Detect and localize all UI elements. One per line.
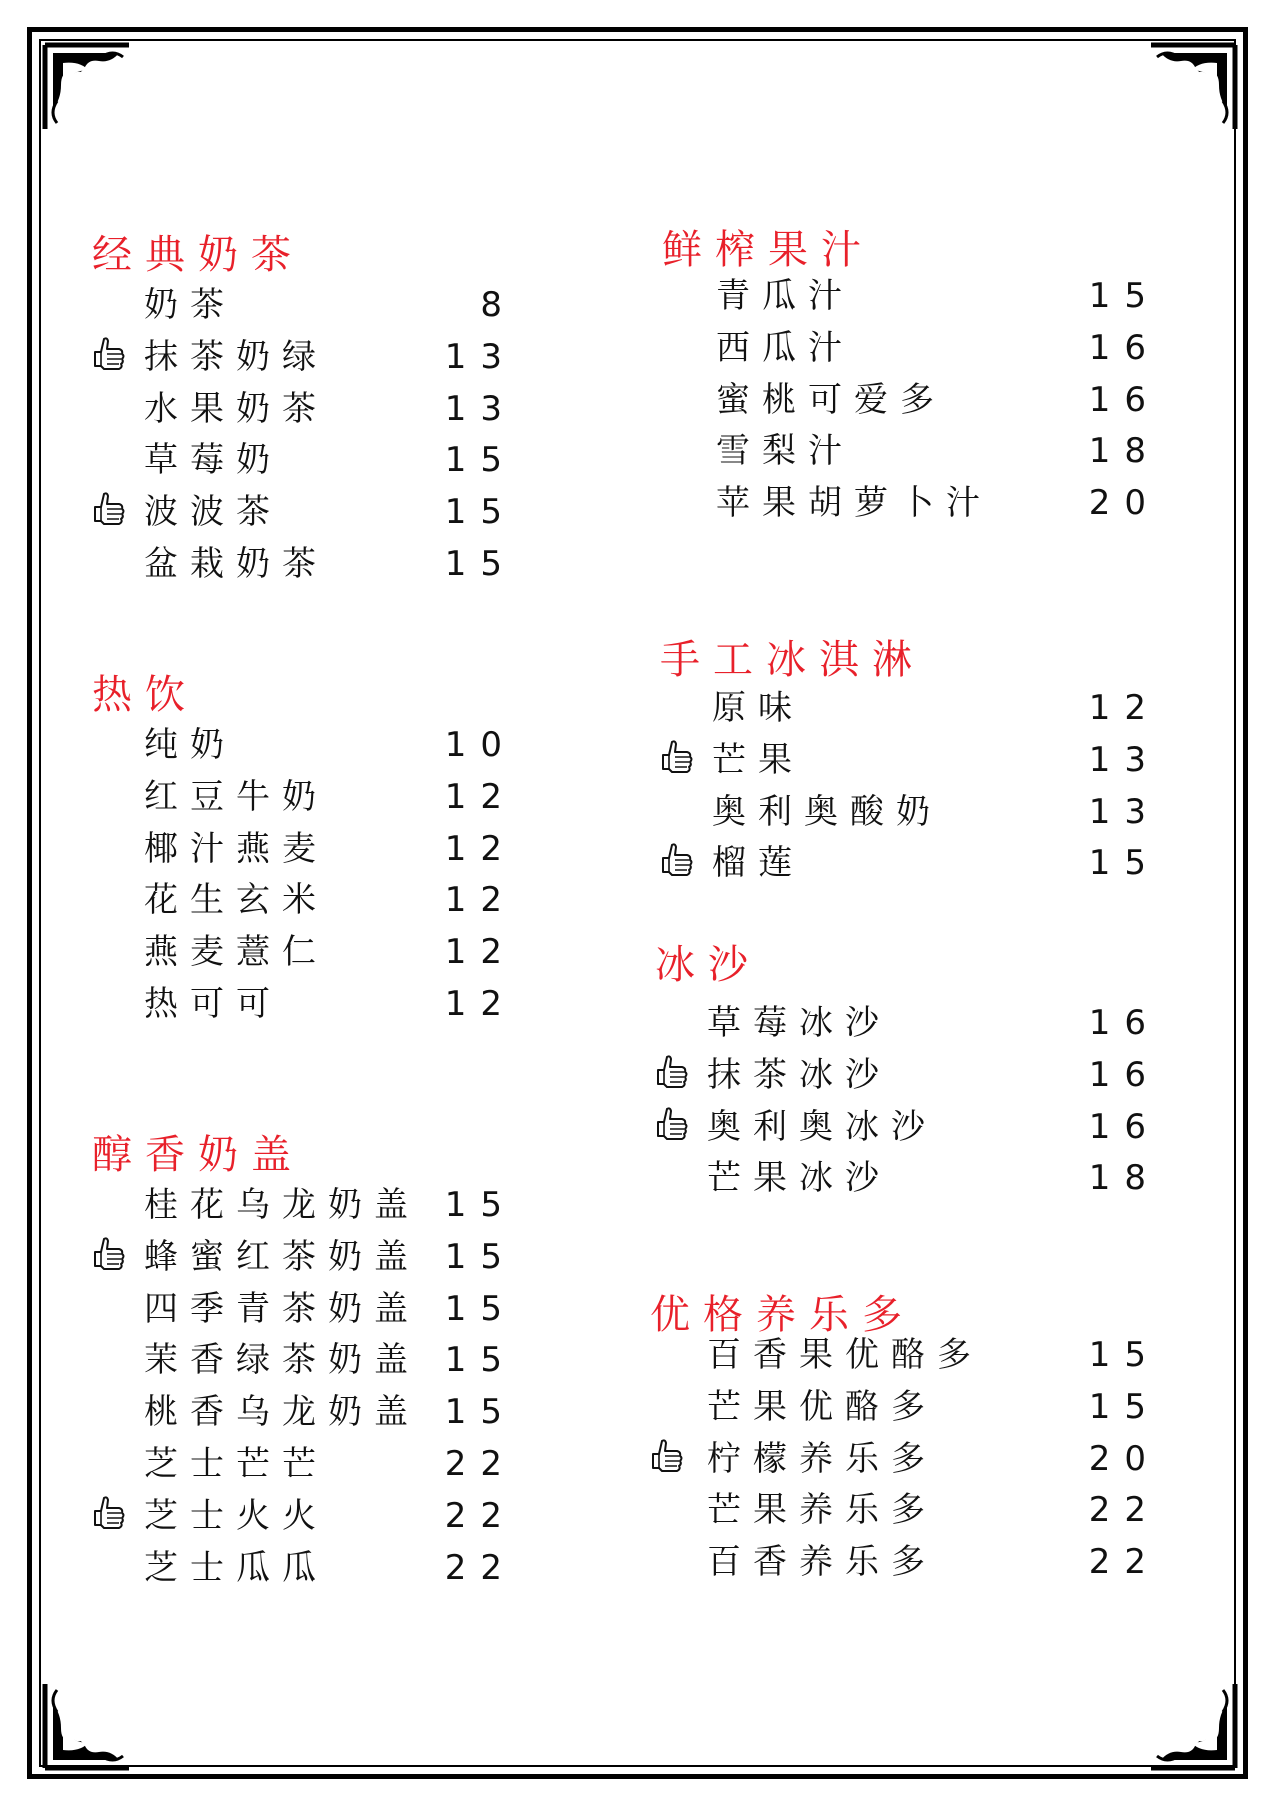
item-name: 热可可	[144, 984, 282, 1024]
item-price: 22	[444, 1547, 516, 1588]
item-name: 四季青茶奶盖	[144, 1288, 420, 1329]
menu-item	[655, 1101, 1160, 1153]
item-price: 15	[1088, 276, 1160, 316]
item-name: 水果奶茶	[144, 388, 328, 429]
menu-item	[92, 1231, 516, 1283]
item-name: 波波茶	[144, 492, 282, 533]
item-price: 16	[1088, 1054, 1160, 1095]
item-price: 16	[1088, 1106, 1160, 1147]
item-price: 12	[444, 932, 516, 973]
item-price: 15	[444, 1236, 516, 1277]
item-price: 12	[444, 984, 516, 1024]
menu-item	[662, 374, 1160, 426]
menu-item	[92, 1179, 516, 1231]
item-name: 草莓冰沙	[707, 1003, 891, 1043]
item-price: 22	[1088, 1542, 1160, 1583]
item-name: 雪梨汁	[716, 431, 854, 472]
menu-item	[650, 1536, 1160, 1588]
section-title: 经典奶茶	[92, 232, 304, 278]
thumbs-up-icon	[655, 1105, 689, 1145]
item-name: 茉香绿茶奶盖	[144, 1340, 420, 1381]
item-price: 15	[444, 1185, 516, 1225]
item-name: 草莓奶	[144, 440, 282, 481]
item-name: 椰汁燕麦	[144, 828, 328, 869]
menu-item	[662, 425, 1160, 477]
item-price: 20	[1088, 1438, 1160, 1479]
menu-item	[660, 837, 1160, 889]
item-name: 盆栽奶茶	[144, 544, 328, 584]
menu-item	[662, 477, 1160, 529]
item-price: 15	[444, 1392, 516, 1433]
item-price: 22	[444, 1495, 516, 1536]
item-name: 奥利奥冰沙	[707, 1106, 937, 1147]
menu-item	[650, 1329, 1160, 1381]
thumbs-up-icon	[660, 738, 694, 778]
thumbs-up-icon	[92, 490, 126, 530]
item-name: 蜜桃可爱多	[716, 379, 946, 420]
item-price: 22	[1088, 1490, 1160, 1531]
thumbs-up-icon	[92, 335, 126, 375]
menu-item	[92, 538, 516, 590]
menu-item	[655, 1049, 1160, 1101]
thumbs-up-icon	[655, 1053, 689, 1093]
ornament-corner-icon	[41, 41, 133, 133]
menu-item	[662, 270, 1160, 322]
menu-item	[660, 786, 1160, 838]
menu-item	[655, 1152, 1160, 1204]
thumbs-up-icon	[92, 1494, 126, 1534]
menu-item	[655, 997, 1160, 1049]
menu-item	[92, 1386, 516, 1438]
item-price: 22	[444, 1444, 516, 1484]
menu-item	[660, 734, 1160, 786]
ornament-corner-icon	[41, 1680, 133, 1772]
menu-item	[650, 1484, 1160, 1536]
item-name: 西瓜汁	[716, 327, 854, 368]
menu-item	[92, 383, 516, 435]
item-price: 12	[1088, 688, 1160, 728]
item-name: 芒果冰沙	[707, 1158, 891, 1199]
item-price: 8	[480, 285, 516, 325]
item-price: 16	[1088, 1003, 1160, 1043]
item-name: 原味	[712, 688, 804, 728]
menu-item	[650, 1433, 1160, 1485]
item-price: 15	[444, 440, 516, 481]
item-name: 芒果养乐多	[707, 1490, 937, 1531]
menu-item	[660, 682, 1160, 734]
item-price: 12	[444, 880, 516, 921]
section-title: 热饮	[92, 672, 198, 718]
item-price: 15	[444, 492, 516, 533]
item-price: 18	[1088, 1158, 1160, 1199]
item-price: 16	[1088, 327, 1160, 368]
menu-item	[92, 1334, 516, 1386]
item-price: 15	[444, 544, 516, 584]
item-price: 18	[1088, 431, 1160, 472]
menu-item	[92, 1283, 516, 1335]
item-name: 芒果优酪多	[707, 1386, 937, 1427]
menu-item	[92, 1542, 516, 1594]
item-price: 16	[1088, 379, 1160, 420]
item-price: 15	[444, 1340, 516, 1381]
item-name: 青瓜汁	[716, 276, 854, 316]
menu-item	[92, 331, 516, 383]
item-name: 芝士瓜瓜	[144, 1547, 328, 1588]
item-name: 芒果	[712, 739, 804, 780]
item-price: 12	[444, 828, 516, 869]
section-title: 醇香奶盖	[92, 1132, 304, 1178]
section-title: 鲜榨果汁	[662, 227, 874, 273]
item-price: 15	[444, 1288, 516, 1329]
item-name: 榴莲	[712, 843, 804, 884]
thumbs-up-icon	[650, 1437, 684, 1477]
menu-item	[92, 279, 516, 331]
item-name: 芝士芒芒	[144, 1444, 328, 1484]
item-name: 柠檬养乐多	[707, 1438, 937, 1479]
item-price: 15	[1088, 1386, 1160, 1427]
item-name: 花生玄米	[144, 880, 328, 921]
item-name: 抹茶奶绿	[144, 336, 328, 377]
item-name: 苹果胡萝卜汁	[716, 483, 992, 524]
menu-item	[92, 1490, 516, 1542]
menu-item	[92, 771, 516, 823]
item-name: 芝士火火	[144, 1495, 328, 1536]
menu-item	[92, 874, 516, 926]
item-price: 12	[444, 776, 516, 817]
item-name: 百香养乐多	[707, 1542, 937, 1583]
ornament-corner-icon	[1147, 41, 1239, 133]
item-name: 桃香乌龙奶盖	[144, 1392, 420, 1433]
menu-item	[92, 978, 516, 1030]
item-price: 13	[444, 336, 516, 377]
menu-item	[92, 823, 516, 875]
item-name: 蜂蜜红茶奶盖	[144, 1236, 420, 1277]
menu-item	[650, 1381, 1160, 1433]
menu-item	[92, 1438, 516, 1490]
ornament-corner-icon	[1147, 1680, 1239, 1772]
item-price: 15	[1088, 843, 1160, 884]
menu-item	[92, 486, 516, 538]
item-name: 抹茶冰沙	[707, 1054, 891, 1095]
item-price: 20	[1088, 483, 1160, 524]
menu-item	[92, 434, 516, 486]
item-name: 燕麦薏仁	[144, 932, 328, 973]
item-name: 桂花乌龙奶盖	[144, 1185, 420, 1225]
item-name: 纯奶	[144, 725, 236, 765]
section-title: 手工冰淇淋	[660, 637, 925, 683]
menu-item	[662, 322, 1160, 374]
item-price: 13	[1088, 739, 1160, 780]
menu-item	[92, 719, 516, 771]
thumbs-up-icon	[660, 841, 694, 881]
item-price: 10	[444, 725, 516, 765]
item-name: 百香果优酪多	[707, 1335, 983, 1375]
item-price: 15	[1088, 1335, 1160, 1375]
item-price: 13	[1088, 791, 1160, 832]
thumbs-up-icon	[92, 1235, 126, 1275]
section-title: 冰沙	[655, 942, 761, 988]
item-name: 红豆牛奶	[144, 776, 328, 817]
section-title: 优格养乐多	[650, 1292, 915, 1338]
item-name: 奥利奥酸奶	[712, 791, 942, 832]
menu-item	[92, 926, 516, 978]
item-price: 13	[444, 388, 516, 429]
item-name: 奶茶	[144, 285, 236, 325]
